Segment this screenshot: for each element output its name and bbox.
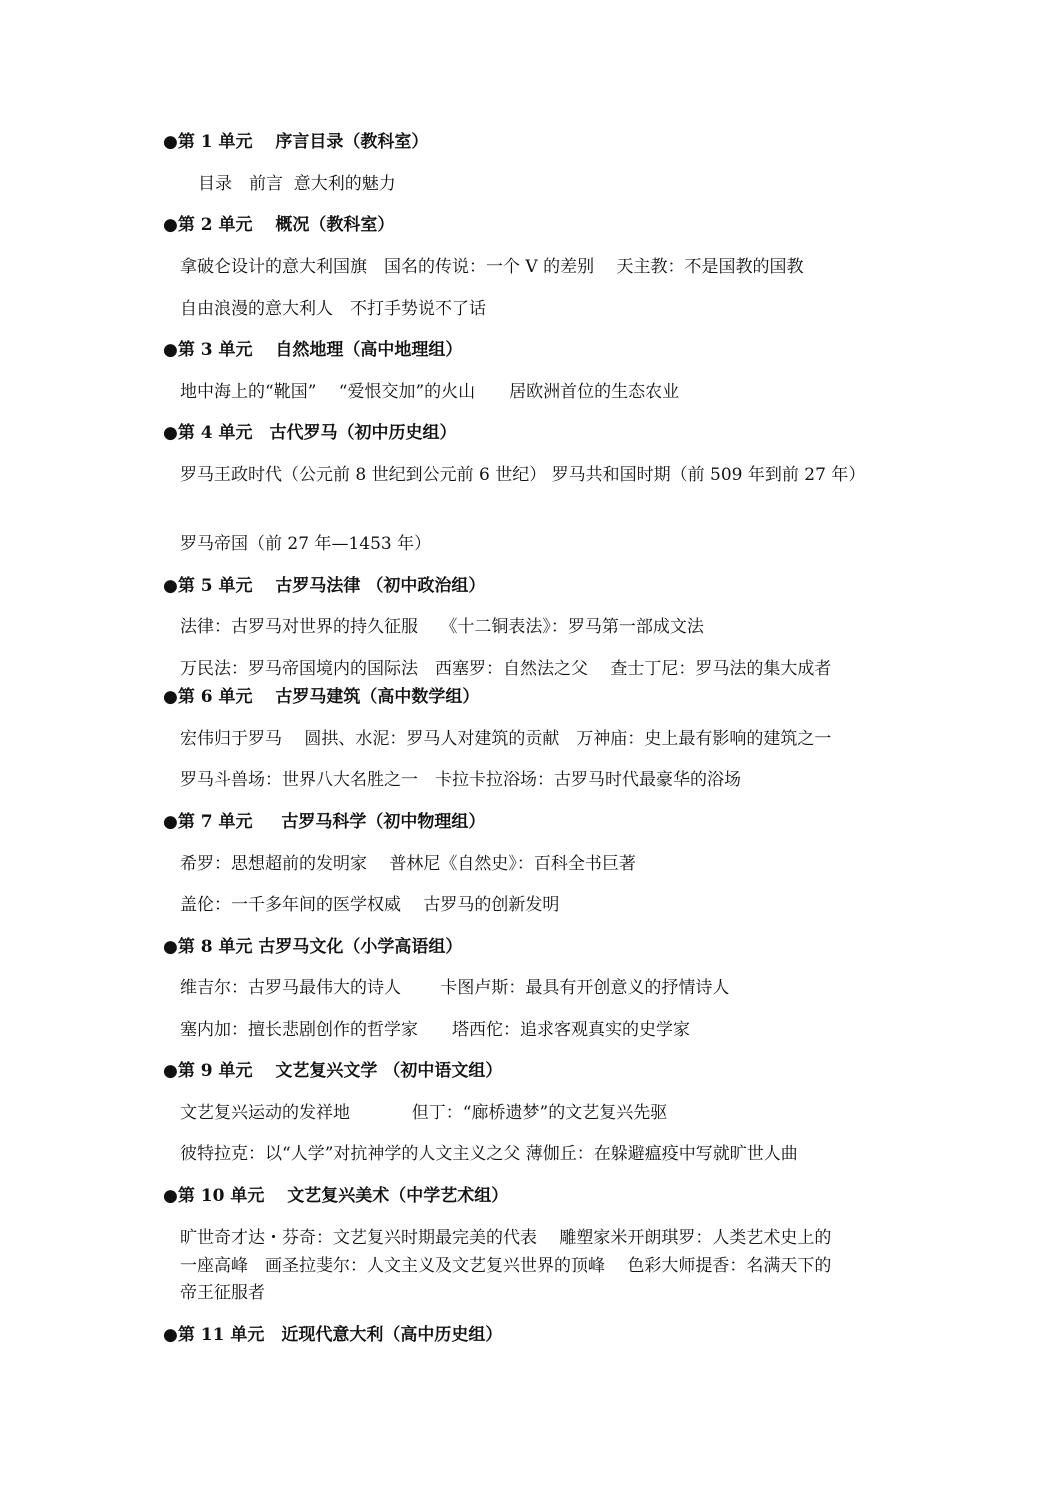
bullet-icon: ● <box>163 340 178 360</box>
unit-heading: ●第 1 单元 序言目录（教科室） <box>163 132 429 152</box>
unit-items: 罗马王政时代（公元前 8 世纪到公元前 6 世纪） 罗马共和国时期（前 509 年到前 27 年） <box>180 465 866 485</box>
unit-heading: ●第 6 单元 古罗马建筑（高中数学组） <box>163 687 480 707</box>
unit-items: 拿破仑设计的意大利国旗 国名的传说：一个 V 的差别 天主教：不是国教的国教 <box>180 257 804 277</box>
unit-items: 宏伟归于罗马 圆拱、水泥：罗马人对建筑的贡献 万神庙：史上最有影响的建筑之一 <box>180 729 832 749</box>
unit-items: 希罗：思想超前的发明家 普林尼《自然史》：百科全书巨著 <box>180 854 636 874</box>
unit-heading: ●第 4 单元 古代罗马（初中历史组） <box>163 423 457 443</box>
unit-items: 罗马帝国（前 27 年—1453 年） <box>180 534 432 554</box>
unit-items: 文艺复兴运动的发祥地 但丁：“廊桥遗梦”的文艺复兴先驱 <box>180 1103 668 1123</box>
unit-items: 维吉尔：古罗马最伟大的诗人 卡图卢斯：最具有开创意义的抒情诗人 <box>180 978 730 998</box>
bullet-icon: ● <box>163 687 178 707</box>
bullet-icon: ● <box>163 132 178 152</box>
bullet-icon: ● <box>163 1186 178 1206</box>
bullet-icon: ● <box>163 1061 178 1081</box>
bullet-icon: ● <box>163 937 178 957</box>
unit-items: 塞内加：擅长悲剧创作的哲学家 塔西佗：追求客观真实的史学家 <box>180 1020 690 1040</box>
unit-heading: ●第 9 单元 文艺复兴文学 （初中语文组） <box>163 1061 503 1081</box>
bullet-icon: ● <box>163 423 178 443</box>
unit-items: 自由浪漫的意大利人 不打手势说不了话 <box>180 299 486 319</box>
bullet-icon: ● <box>163 1325 178 1345</box>
unit-heading: ●第 3 单元 自然地理（高中地理组） <box>163 340 463 360</box>
unit-items: 旷世奇才达・芬奇：文艺复兴时期最完美的代表 雕塑家米开朗琪罗：人类艺术史上的 <box>180 1228 832 1248</box>
unit-items: 一座高峰 画圣拉斐尔：人文主义及文艺复兴世界的顶峰 色彩大师提香：名满天下的 <box>180 1256 832 1276</box>
unit-heading: ●第 11 单元 近现代意大利（高中历史组） <box>163 1325 503 1345</box>
unit-heading: ●第 7 单元 古罗马科学（初中物理组） <box>163 812 486 832</box>
unit-items: 罗马斗兽场：世界八大名胜之一 卡拉卡拉浴场：古罗马时代最豪华的浴场 <box>180 770 741 790</box>
bullet-icon: ● <box>163 576 178 596</box>
unit-heading: ●第 5 单元 古罗马法律 （初中政治组） <box>163 576 486 596</box>
unit-heading: ●第 2 单元 概况（教科室） <box>163 215 395 235</box>
unit-items: 万民法：罗马帝国境内的国际法 西塞罗：自然法之父 查士丁尼：罗马法的集大成者 <box>180 659 832 679</box>
unit-items: 地中海上的“靴国” “爱恨交加”的火山 居欧洲首位的生态农业 <box>180 382 680 402</box>
unit-items: 帝王征服者 <box>180 1283 265 1303</box>
unit-items: 目录 前言 意大利的魅力 <box>198 174 396 194</box>
bullet-icon: ● <box>163 812 178 832</box>
unit-items: 法律：古罗马对世界的持久征服 《十二铜表法》：罗马第一部成文法 <box>180 617 704 637</box>
unit-heading: ●第 8 单元 古罗马文化（小学高语组） <box>163 937 463 957</box>
unit-items: 盖伦：一千多年间的医学权威 古罗马的创新发明 <box>180 895 560 915</box>
bullet-icon: ● <box>163 215 178 235</box>
unit-heading: ●第 10 单元 文艺复兴美术（中学艺术组） <box>163 1186 509 1206</box>
unit-items: 彼特拉克：以“人学”对抗神学的人文主义之父 薄伽丘：在躲避瘟疫中写就旷世人曲 <box>180 1144 798 1164</box>
